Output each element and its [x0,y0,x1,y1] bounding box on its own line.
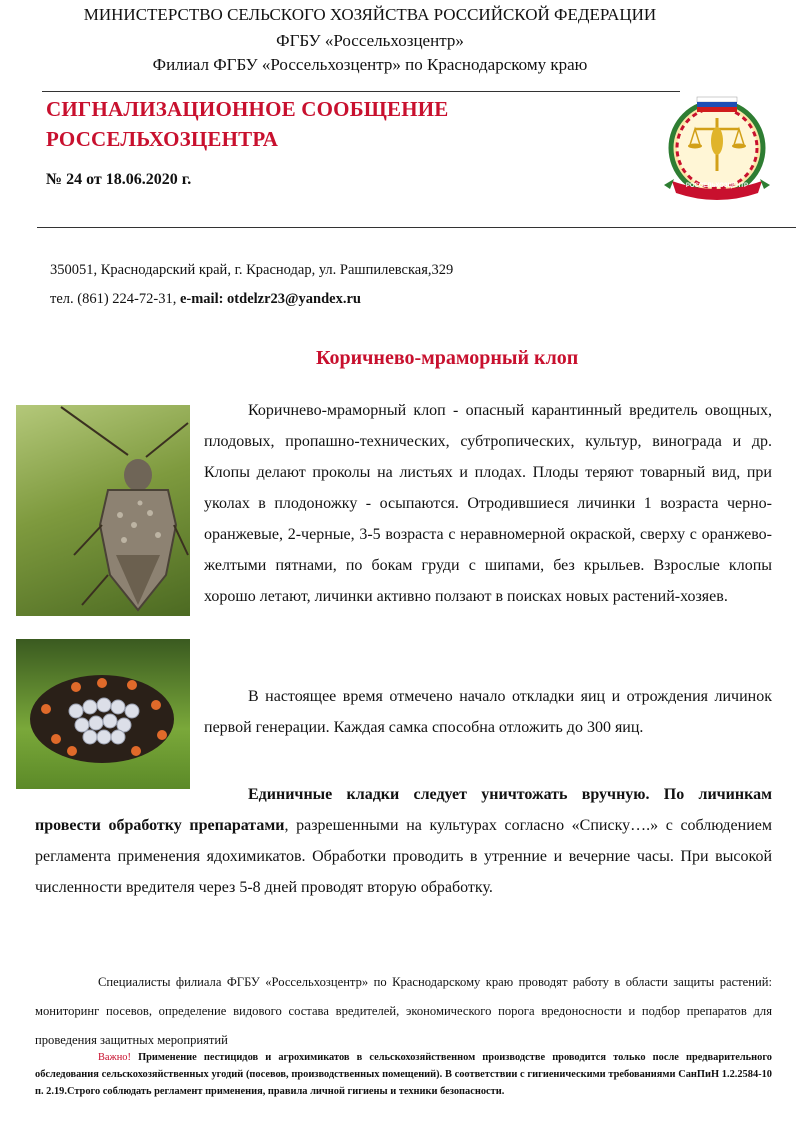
egg-cluster-and-nymphs-photo [16,639,190,789]
address: 350051, Краснодарский край, г. Краснодар, ул. Рашпилевская,329 [50,262,454,278]
document-title-line2: РОССЕЛЬХОЗЦЕНТРА [46,127,279,151]
note-label: Важно! [98,1052,131,1063]
important-note [35,1049,772,1100]
emblem-text: РОССЕЛЬХОЗЦЕНТР [685,183,749,189]
branch-heading: Филиал ФГБУ «Россельхозцентр» по Краснодарскому краю [152,55,588,74]
emblem-icon [660,93,775,208]
note-text: Применение пестицидов и агрохимикатов в сельскохозяйственном производстве проводится только после предварительного обследования сельскохозяйственных угодий (посевов, производственных помещений). В соответствии с гигиеническими требованиями СанПиН 1.2.2584-10 п. 2.19.Строго соблюдать регламент применения, правила личной гигиены и техники безопасности. [35,1052,772,1097]
paragraph-description: Коричнево-мраморный клоп - опасный карантинный вредитель овощных, плодовых, пропашно-технических, субтропических, культур, винограда и др. Клопы делают проколы на листьях и плодах. Плоды теряют товарный вид, при уколах в плодоножку - осыпаются. Отродившиеся личинки 1 возраста черно-оранжевые, 2-черные, 3-5 возраста с неравномерной окраской, сверху с оранжево-желтыми пятнами, по бокам груди с шипами, без крыльев. Взрослые клопы хорошо летают, личинки активно ползают в поисках новых растений-хозяев. [204,402,772,605]
paragraph-current-state: В настоящее время отмечено начало откладки яиц и отрождения личинок первой генерации. Каждая самка способна отложить до 300 яиц. [204,688,772,736]
document-title-line1: СИГНАЛИЗАЦИОННОЕ СООБЩЕНИЕ [46,97,449,121]
ministry-heading: МИНИСТЕРСТВО СЕЛЬСКОГО ХОЗЯЙСТВА РОССИЙСКОЙ ФЕДЕРАЦИИ [83,5,657,24]
pest-title: Коричнево-мраморный клоп [316,347,579,369]
title-rule [37,227,796,228]
recommendation-rest: , разрешенными на культурах согласно «Списку….» с соблюдением регламента применения ядохимикатов. Обработки проводить в утренние и вечерние часы. При высокой численности вредителя через 5-8 дней проводят вторую обработку. [35,817,773,896]
recommendation-bold: Единичные кладки следует уничтожать вручную. По личинкам провести обработку препаратами [35,786,772,834]
footer-specialists: Специалисты филиала ФГБУ «Россельхозцентр» по Краснодарскому краю проводят работу в области защиты растений: мониторинг посевов, определение видового состава вредителей, экономического порога вредоносности и подбор препаратов для проведения защитных мероприятий [35,975,772,1047]
adult-stink-bug-photo [16,405,190,616]
org-heading: ФГБУ «Россельхозцентр» [276,31,464,50]
header-rule [42,91,680,92]
email-link[interactable]: e-mail: otdelzr23@yandex.ru [179,291,361,307]
phone: тел. (861) 224-72-31, [50,291,177,307]
document-number: № 24 от 18.06.2020 г. [46,171,192,188]
contact-line [50,291,361,308]
paragraph-recommendations [35,779,772,903]
